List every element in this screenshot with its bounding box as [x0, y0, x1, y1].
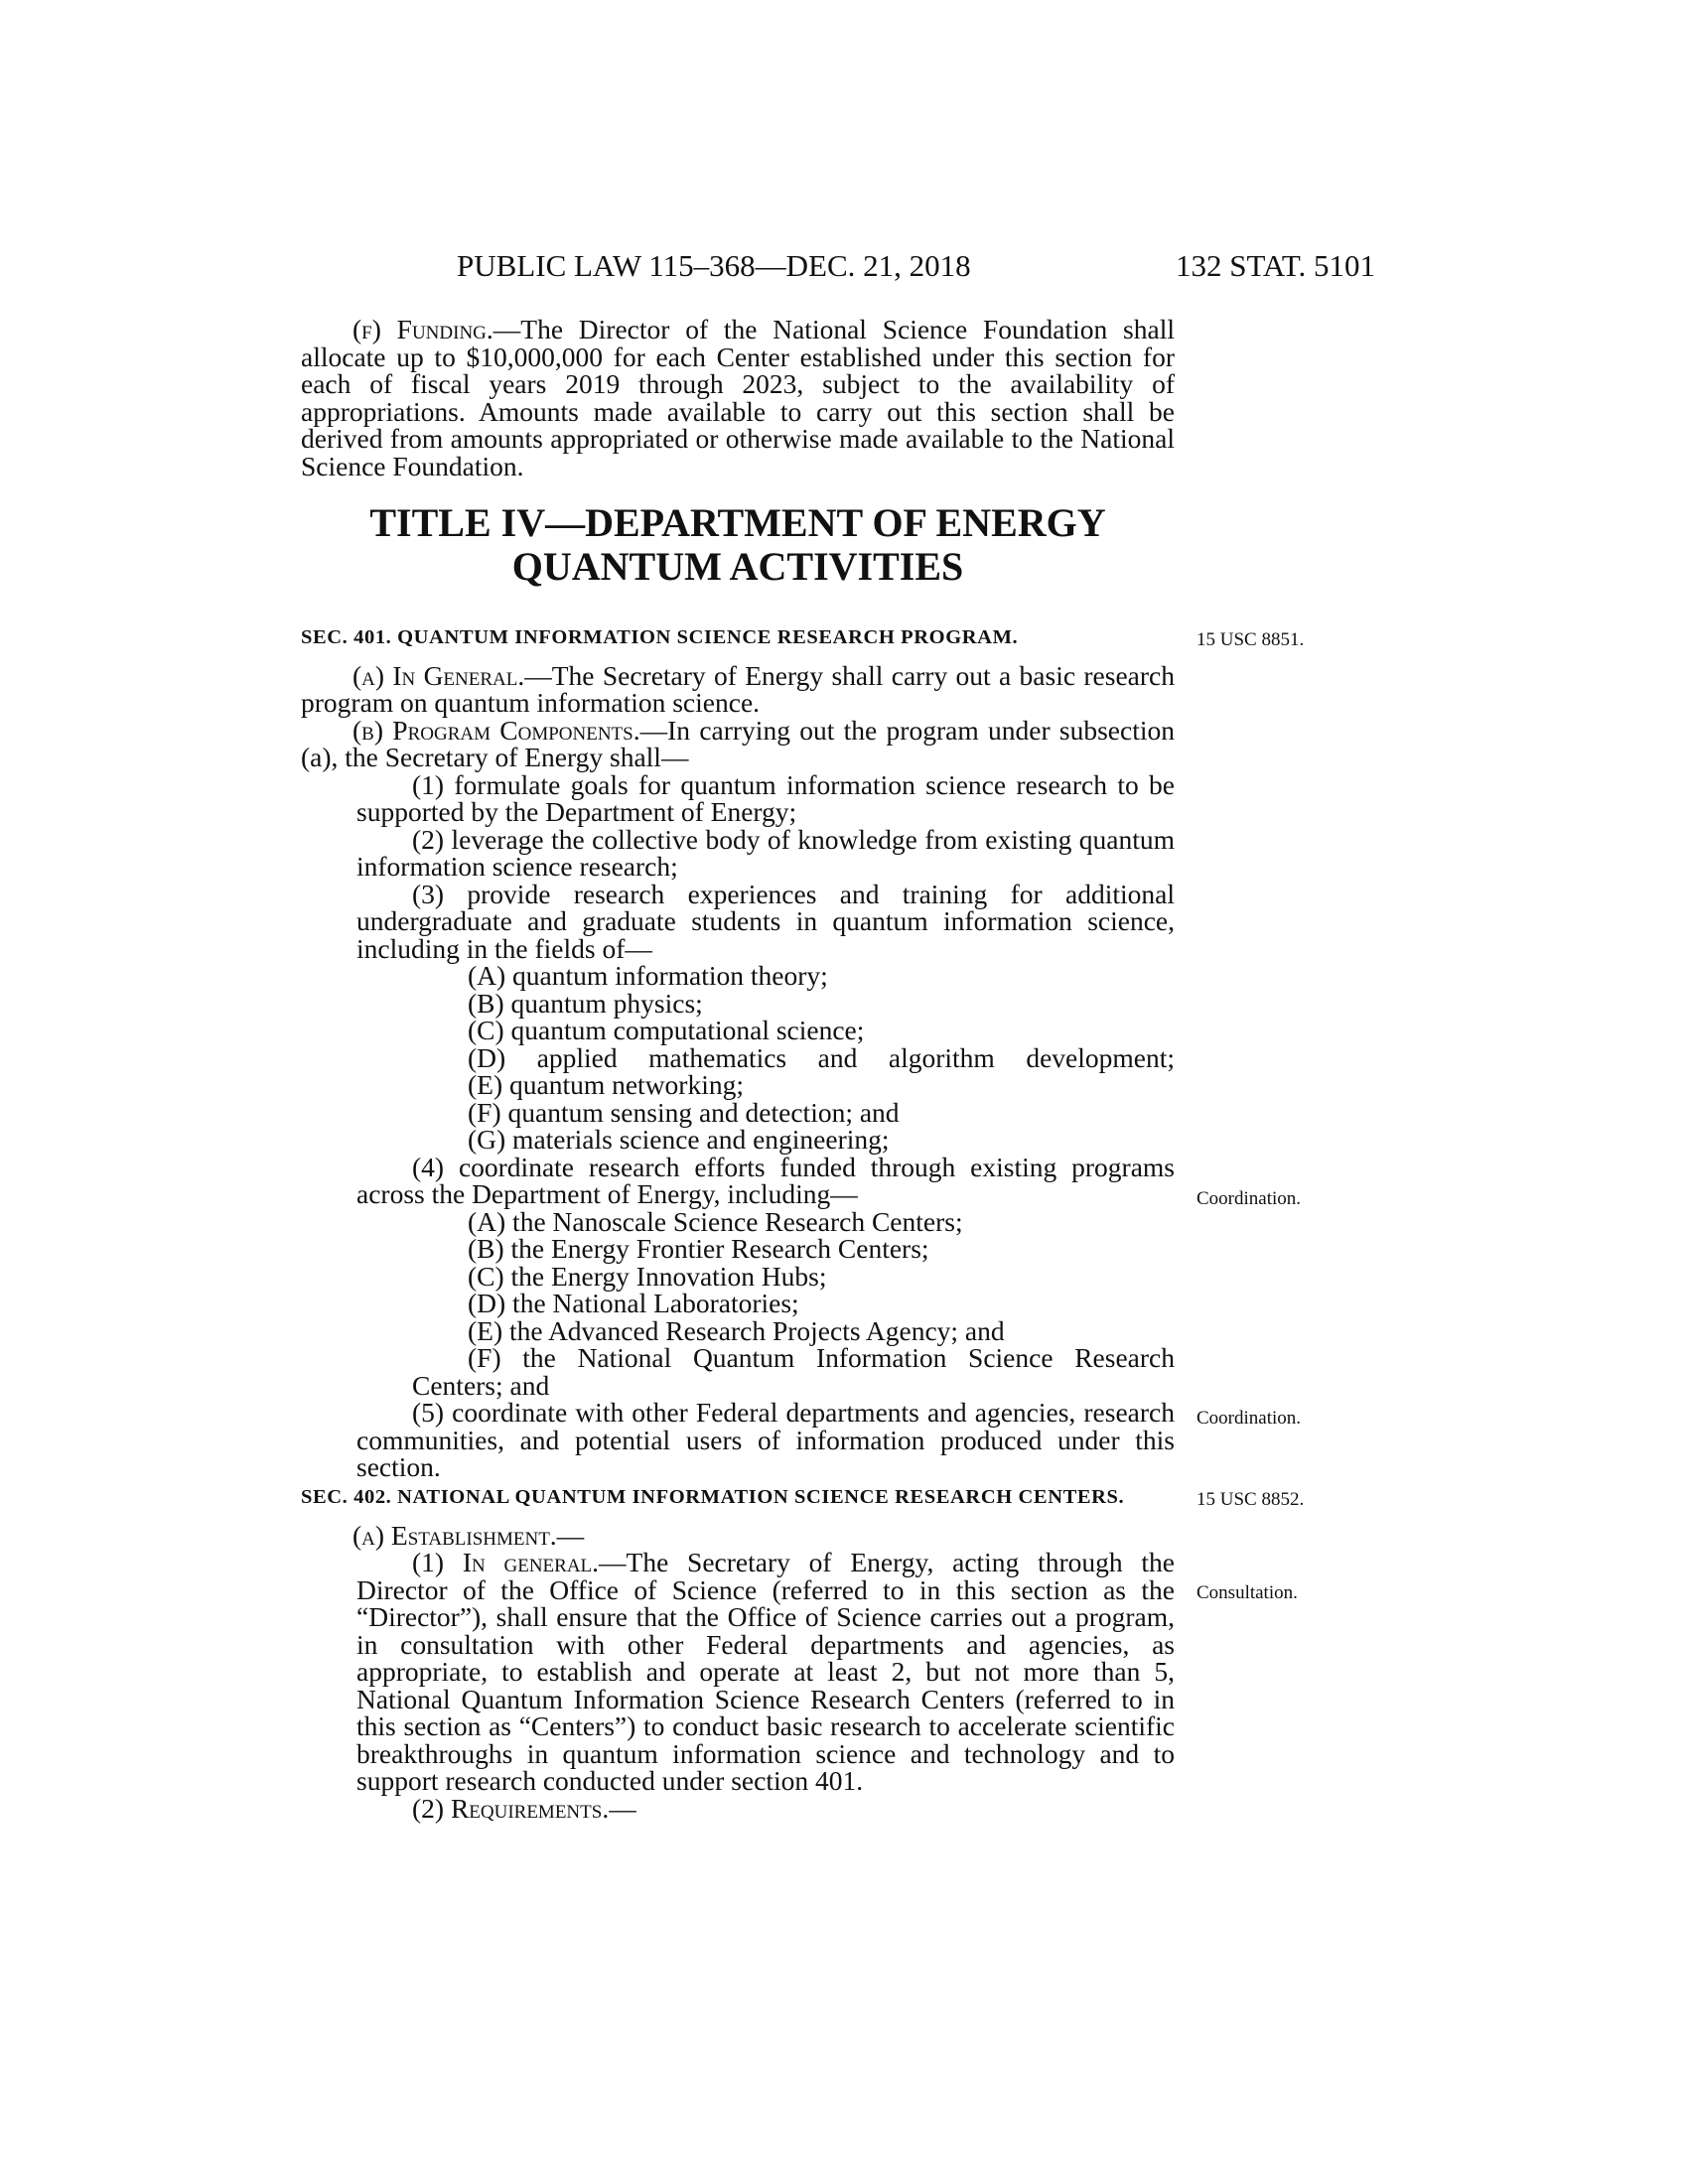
section-402 [301, 1484, 1175, 1822]
title-heading [301, 501, 1175, 589]
section-401 [301, 624, 1175, 1481]
item-4a: (A) the Nanoscale Science Research Centers; [468, 1205, 963, 1237]
running-head [298, 248, 1375, 292]
item-4c: (C) the Energy Innovation Hubs; [468, 1260, 827, 1292]
sec-402-p1-text: —The Secretary of Energy, acting through the Director of the Office of Science (referred to in this section as the “Director”), shall ensure that the Office of Science carries out a program, in consultation with other Federal departments and agencies, as appropriate, to establish and operate at least 2, but not more than 5, National Quantum Information Science Research Centers (referred to in this section as “Centers”) to conduct basic research to accelerate scientific breakthroughs in quantum information science and technology and to support research conducted under section 401. [356, 1547, 1175, 1796]
item-2: (2) leverage the collective body of knowledge from existing quantum information science research; [356, 823, 1175, 882]
header-page-number: 132 STAT. 5101 [1175, 248, 1375, 283]
margin-note-coordination-2: Coordination. [1196, 1408, 1302, 1429]
item-4f: (F) the National Quantum Information Science Research Centers; and [412, 1342, 1175, 1401]
margin-note-consultation: Consultation. [1196, 1582, 1298, 1603]
item-3e: (E) quantum networking; [468, 1069, 744, 1100]
item-3b: (B) quantum physics; [468, 987, 703, 1019]
margin-note-coordination-1: Coordination. [1196, 1188, 1302, 1209]
sec-401-subsection-a [301, 659, 1175, 718]
sec-402-subsection-a [301, 1519, 1175, 1551]
item-3: (3) provide research experiences and training for additional undergraduate and graduate students in quantum information science, including in the fields of— [356, 878, 1175, 964]
sec-402-a-label: (a) Establishment.— [352, 1519, 585, 1551]
margin-note-usc-8851: 15 USC 8851. [1196, 629, 1305, 650]
title-line-2: QUANTUM ACTIVITIES [511, 544, 964, 589]
funding-text: —The Director of the National Science Foundation shall allocate up to $10,000,000 for each Center established under this section for each of fiscal years 2019 through 2023, subject to the availability of appropriations. Amounts made available to carry out this section shall be derived from amounts appropriated or otherwise made available to the National Science Foundation. [301, 314, 1175, 481]
item-1: (1) formulate goals for quantum information science research to be supported by the Department of Energy; [356, 768, 1175, 827]
sec-401-heading: SEC. 401. QUANTUM INFORMATION SCIENCE RESEARCH PROGRAM. [301, 626, 1019, 648]
funding-label: (f) Funding. [352, 314, 493, 344]
sec-401-a-label: (a) In General. [352, 659, 525, 691]
sec-401-subsection-b [301, 714, 1176, 772]
item-3f: (F) quantum sensing and detection; and [468, 1096, 900, 1128]
item-3g: (G) materials science and engineering; [468, 1124, 890, 1155]
sec-402-p1-label: (1) In general. [412, 1547, 600, 1577]
item-4e: (E) the Advanced Research Projects Agency; and [468, 1314, 1005, 1346]
sec-401-b-label: (b) Program Components. [352, 714, 640, 746]
item-4d: (D) the National Laboratories; [468, 1288, 799, 1318]
sec-401-b-text: —In carrying out the program under subsection (a), the Secretary of Energy shall— [301, 714, 1176, 772]
item-3c: (C) quantum computational science; [468, 1015, 865, 1045]
item-4b: (B) the Energy Frontier Research Centers; [468, 1233, 929, 1264]
item-3d: (D) applied mathematics and algorithm development; [468, 1041, 1175, 1073]
margin-note-usc-8852: 15 USC 8852. [1196, 1489, 1305, 1510]
sec-402-p2-label: (2) Requirements.— [412, 1792, 636, 1824]
item-5: (5) coordinate with other Federal departments and agencies, research communities, and potential users of information produced under this section. [356, 1397, 1175, 1482]
sec-402-heading: SEC. 402. NATIONAL QUANTUM INFORMATION SCIENCE RESEARCH CENTERS. [301, 1486, 1125, 1508]
title-line-1: TITLE IV—DEPARTMENT OF ENERGY [369, 500, 1106, 545]
sec-402-para-1 [301, 1549, 1175, 1795]
sec-402-para-2 [301, 1792, 1175, 1824]
sec-401-a-text: —The Secretary of Energy shall carry out a basic research program on quantum information science. [301, 659, 1175, 718]
item-4: (4) coordinate research efforts funded through existing programs across the Department of Energy, including— [356, 1151, 1175, 1209]
item-3a: (A) quantum information theory; [468, 960, 828, 991]
funding-paragraph [301, 316, 1175, 479]
funding-section [301, 316, 1175, 479]
header-citation: PUBLIC LAW 115–368—DEC. 21, 2018 [457, 248, 971, 283]
